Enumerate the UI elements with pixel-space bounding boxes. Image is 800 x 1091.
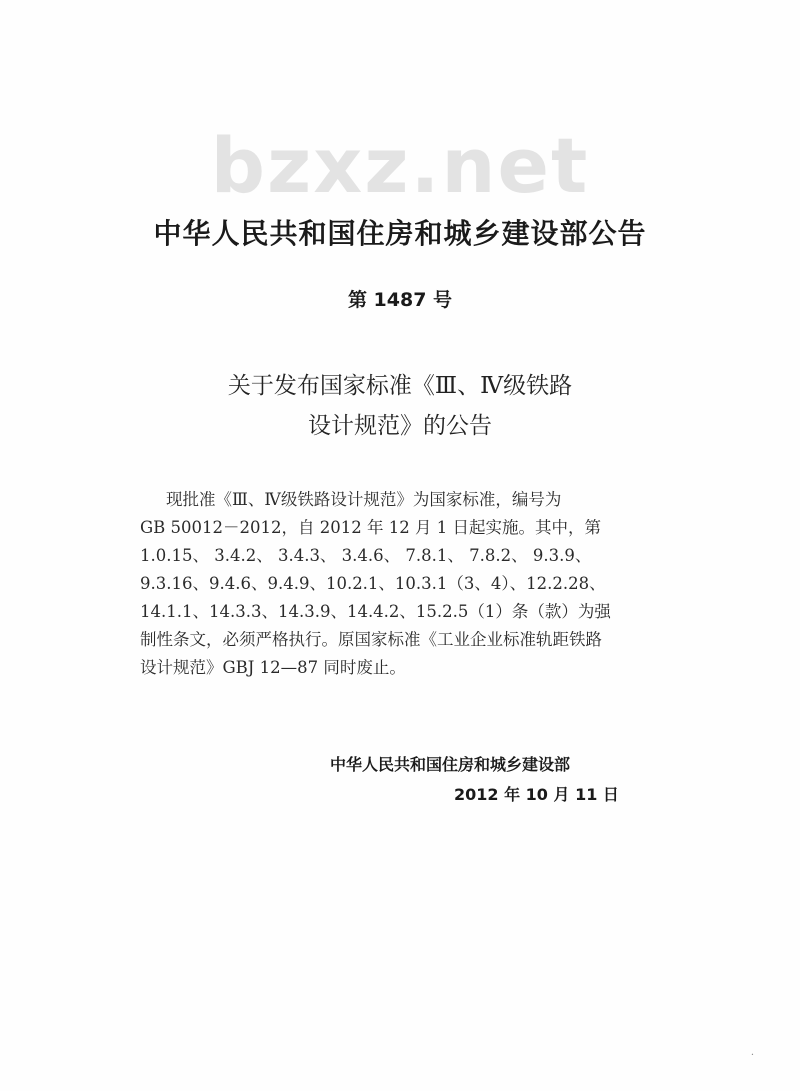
body-line-2: GB 50012－2012，自 2012 年 12 月 1 日起实施。其中，第 [140,518,601,537]
issue-date: 2012 年 10 月 11 日 [454,785,619,804]
body-line-4: 9.3.16、9.4.6、9.4.9、10.2.1、10.3.1（3、4）、12.2.28、 [140,574,606,593]
agency-title: 中华人民共和国住房和城乡建设部公告 [153,217,647,250]
body-line-7: 设计规范》GBJ 12—87 同时废止。 [140,658,406,677]
body-line-3: 1.0.15、 3.4.2、 3.4.3、 3.4.6、 7.8.1、 7.8.2、 9.3.9、 [140,546,592,565]
announcement-subject [0,366,800,446]
announcement-number: 第 1487 号 [347,289,453,311]
body-line-1: 现批准《Ⅲ、Ⅳ级铁路设计规范》为国家标准，编号为 [166,490,562,509]
subject-line-1: 关于发布国家标准《Ⅲ、Ⅳ级铁路 [227,373,573,399]
watermark: bzxz.net [210,121,590,210]
body-line-6: 制性条文，必须严格执行。原国家标准《工业企业标准轨距铁路 [140,630,602,649]
announcement-body [140,486,660,682]
issuer-name: 中华人民共和国住房和城乡建设部 [330,755,571,774]
subject-line-2: 设计规范》的公告 [308,413,492,439]
body-line-5: 14.1.1、14.3.3、14.3.9、14.4.2、15.2.5（1）条（款）为强 [140,602,611,621]
signature-block [330,750,619,810]
corner-mark: · [750,1050,754,1061]
